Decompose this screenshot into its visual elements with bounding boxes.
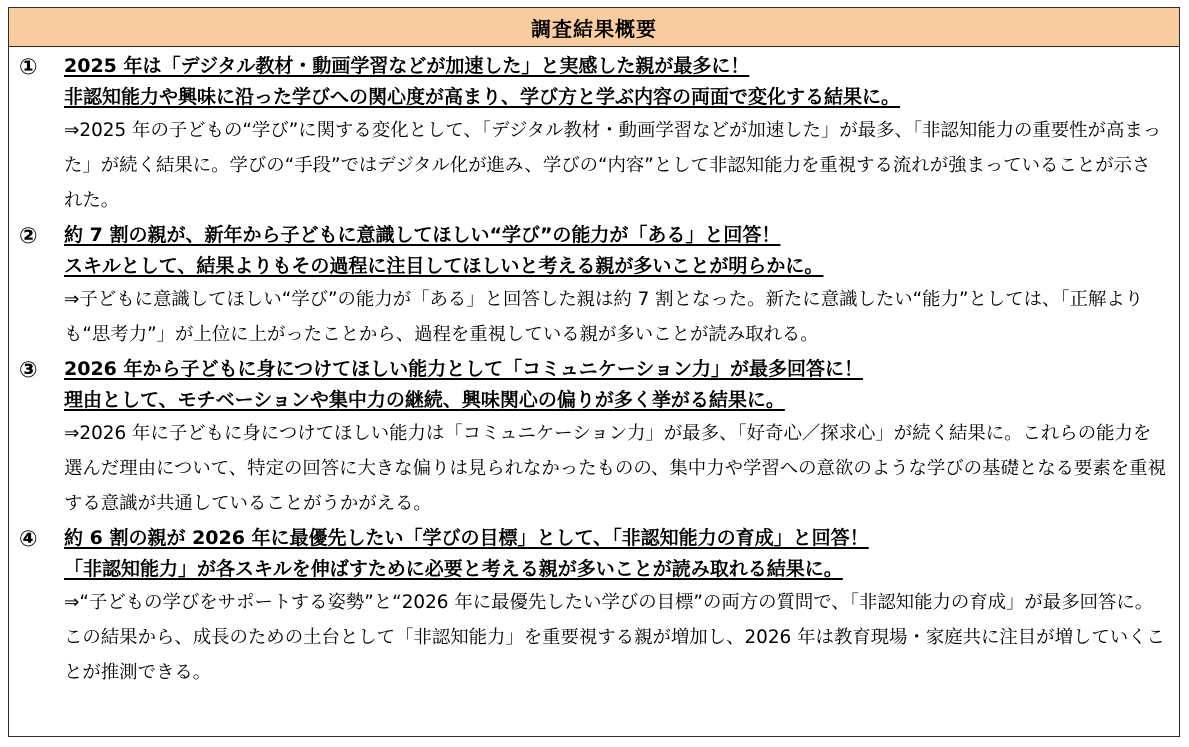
item-headline: 2025 年は「デジタル教材・動画学習などが加速した」と実感した親が最多に！ <box>64 55 750 77</box>
summary-item-3 <box>9 354 1179 521</box>
item-headline: 約 7 割の親が、新年から子どもに意識してほしい“学び”の能力が「ある」と回答！ <box>64 224 781 246</box>
item-headline: 約 6 割の親が 2026 年に最優先したい「学びの目標」として、「非認知能力の育成」と回答！ <box>64 527 869 549</box>
summary-box <box>8 7 1180 737</box>
item-subheadline: 理由として、モチベーションや集中力の継続、興味関心の偏りが多く挙がる結果に。 <box>64 389 785 411</box>
item-body: ⇒2026 年に子どもに身につけてほしい能力は「コミュニケーション力」が最多、「好奇心／探求心」が続く結果に。これらの能力を選んだ理由について、特定の回答に大きな偏りは見られなかったものの、集中力や学習への意欲のような学びの基礎となる要素を重視する意識が共通していることがうかがえる。 <box>64 423 1166 514</box>
item-body: ⇒2025 年の子どもの“学び”に関する変化として、「デジタル教材・動画学習などが加速した」が最多、「非認知能力の重要性が高まった」が続く結果に。学びの“手段”ではデジタル化が進み、学びの“内容”として非認知能力を重視する流れが強まっていることが示された。 <box>64 120 1162 211</box>
item-subheadline: 非認知能力や興味に沿った学びへの関心度が高まり、学び方と学ぶ内容の両面で変化する結果に。 <box>64 86 901 108</box>
summary-item-2 <box>9 220 1179 352</box>
item-number: ④ <box>19 527 38 552</box>
summary-item-1 <box>9 51 1179 218</box>
item-body: ⇒“子どもの学びをサポートする姿勢”と“2026 年に最優先したい学びの目標”の両方の質問で、「非認知能力の育成」が最多回答に。この結果から、成長のための土台として「非認知能力」を重要視する親が増加し、2026 年は教育現場・家庭共に注目が増していくことが推測できる。 <box>64 592 1165 683</box>
item-number: ① <box>19 55 38 80</box>
summary-content <box>9 47 1179 690</box>
summary-item-4 <box>9 523 1179 690</box>
item-body: ⇒子どもに意識してほしい“学び”の能力が「ある」と回答した親は約 7 割となった。新たに意識したい“能力”としては、「正解よりも“思考力”」が上位に上がったことから、過程を重視している親が多いことが読み取れる。 <box>64 289 1144 345</box>
item-subheadline: スキルとして、結果よりもその過程に注目してほしいと考える親が多いことが明らかに。 <box>64 255 824 277</box>
item-number: ② <box>19 224 38 249</box>
summary-title: 調査結果概要 <box>9 8 1179 47</box>
item-number: ③ <box>19 358 38 383</box>
item-headline: 2026 年から子どもに身につけてほしい能力として「コミュニケーション力」が最多回答に！ <box>64 358 863 380</box>
item-subheadline: 「非認知能力」が各スキルを伸ばすために必要と考える親が多いことが読み取れる結果に。 <box>64 558 843 580</box>
